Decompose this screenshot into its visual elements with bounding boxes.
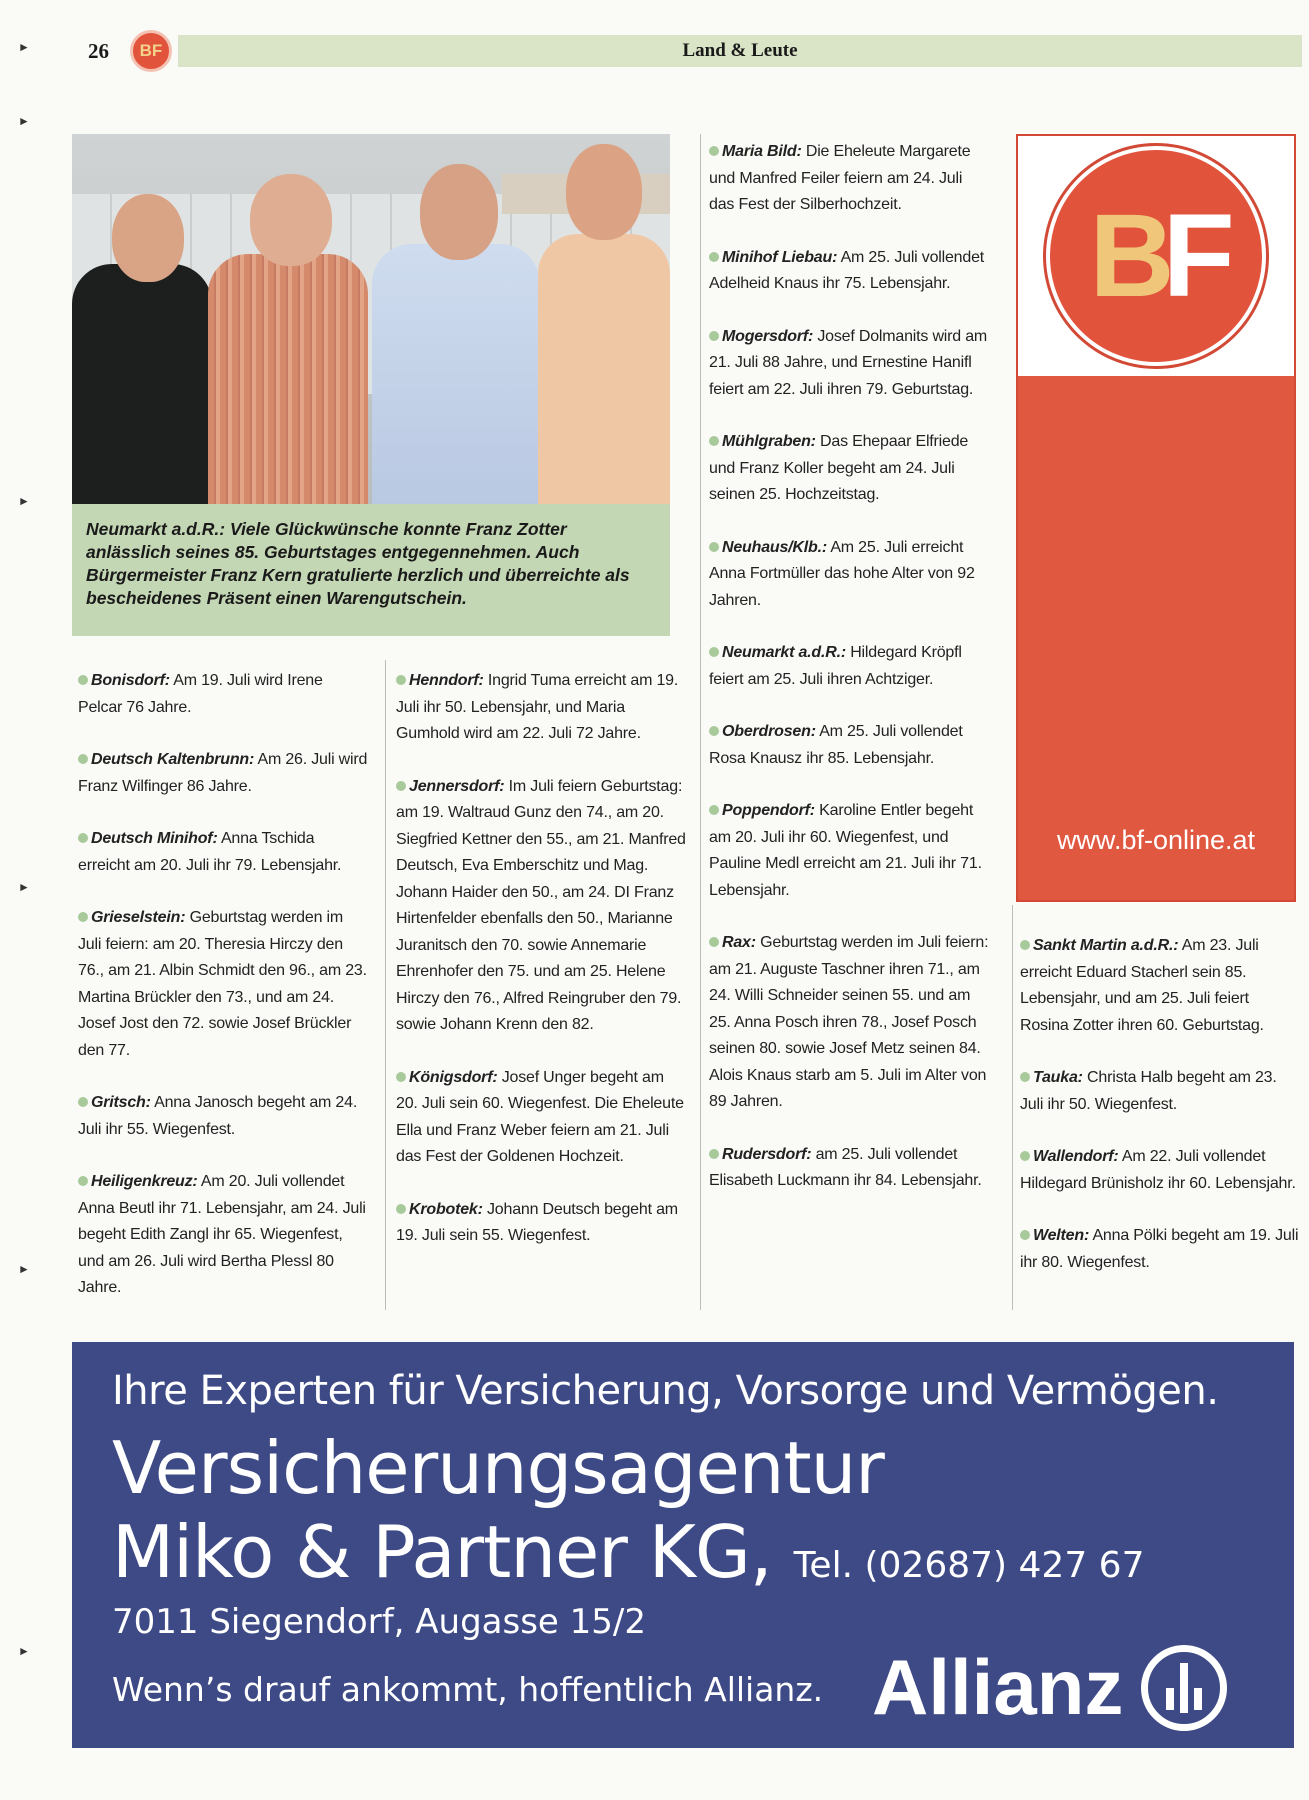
birthday-entry	[709, 1142, 989, 1195]
entry-text: Am 19. Juli wird Irene Pelcar 76 Jahre.	[78, 672, 323, 716]
entry-text: Anna Tschida erreicht am 20. Juli ihr 79. Lebensjahr.	[78, 830, 342, 874]
entry-text: Ingrid Tuma erreicht am 19. Juli ihr 50. Lebensjahr, und Maria Gumhold wird am 22. Juli 72 Jahre.	[396, 672, 679, 742]
birthday-entry	[709, 535, 989, 615]
place-name: Deutsch Minihof:	[91, 830, 218, 847]
entry-text: Josef Unger begeht am 20. Juli sein 60. Wiegenfest. Die Eheleute Ella und Franz Weber feiern am 21. Juli das Fest der Goldenen Hochzeit.	[396, 1068, 684, 1165]
entry-text: Christa Halb begeht am 23. Juli ihr 50. Wiegenfest.	[1020, 1069, 1277, 1113]
birthday-entry	[709, 640, 989, 693]
column-divider	[385, 660, 386, 1310]
entry-text: Am 25. Juli vollendet Rosa Knausz ihr 85. Lebensjahr.	[709, 723, 963, 767]
place-name: Oberdrosen:	[722, 723, 816, 740]
bullet-icon	[709, 146, 719, 156]
bullet-icon	[709, 937, 719, 947]
place-name: Gritsch:	[91, 1094, 151, 1111]
place-name: Königsdorf:	[409, 1068, 498, 1086]
ad-phone: Tel. (02687) 427 67	[793, 1545, 1145, 1586]
bullet-icon	[709, 542, 719, 552]
entry-text: Karoline Entler begeht am 20. Juli ihr 60. Wiegenfest, und Pauline Medl erreicht am 21. Juli ihr 71. Lebensjahr.	[709, 802, 982, 899]
place-name: Bonisdorf:	[91, 672, 170, 689]
birthday-entry	[1020, 1223, 1300, 1276]
birthday-entry	[709, 798, 989, 904]
bullet-icon	[78, 833, 88, 843]
bullet-icon	[396, 781, 406, 791]
section-bar	[178, 35, 1302, 67]
margin-mark: ►	[18, 1644, 30, 1658]
entry-text: Am 22. Juli vollendet Hildegard Brünisholz ihr 60. Lebensjahr.	[1020, 1148, 1296, 1192]
allianz-ad	[72, 1342, 1294, 1748]
birthday-entry	[78, 1090, 368, 1143]
bf-url[interactable]: www.bf-online.at	[1056, 825, 1256, 855]
place-name: Wallendorf:	[1033, 1148, 1119, 1165]
margin-mark: ►	[18, 114, 30, 128]
birthday-entry	[709, 719, 989, 772]
place-name: Deutsch Kaltenbrunn:	[91, 751, 255, 768]
column-4	[1020, 933, 1300, 1302]
bullet-icon	[78, 1097, 88, 1107]
place-name: Sankt Martin a.d.R.:	[1033, 937, 1179, 954]
entry-text: Am 26. Juli wird Franz Wilfinger 86 Jahre.	[78, 751, 368, 795]
place-name: Jennersdorf:	[409, 777, 505, 795]
birthday-entry	[396, 1065, 686, 1171]
bullet-icon	[396, 1072, 406, 1082]
birthday-entry	[1020, 1144, 1300, 1197]
bf-logo-icon	[1046, 146, 1266, 366]
page-header	[72, 34, 1302, 68]
photo-person	[208, 174, 368, 504]
bf-logo-panel	[1018, 136, 1294, 376]
birthday-entry	[709, 324, 989, 404]
bullet-icon	[1020, 1230, 1030, 1240]
bullet-icon	[709, 805, 719, 815]
entry-text: Am 20. Juli vollendet Anna Beutl ihr 71. Lebensjahr, am 24. Juli begeht Edith Zangl ihr 65. Wiegenfest, und am 26. Juli wird Bertha Plessl 80 Jahre.	[78, 1173, 366, 1296]
place-name: Minihof Liebau:	[722, 248, 838, 266]
place-name: Henndorf:	[409, 672, 484, 689]
birthday-entry	[1020, 933, 1300, 1039]
birthday-entry	[1020, 1065, 1300, 1118]
place-name: Rax:	[722, 934, 756, 951]
bullet-icon	[709, 436, 719, 446]
entry-text: Josef Dolmanits wird am 21. Juli 88 Jahre, und Ernestine Hanifl feiert am 22. Juli ihren 79. Geburtstag.	[709, 327, 988, 398]
place-name: Neuhaus/Klb.:	[722, 538, 827, 556]
birthday-entry	[709, 139, 989, 219]
birthday-entry	[709, 930, 989, 1116]
allianz-wordmark: Allianz	[872, 1643, 1124, 1731]
ad-address: 7011 Siegendorf, Augasse 15/2	[112, 1602, 647, 1642]
bf-online-ad	[1016, 134, 1296, 902]
place-name: Mühlgraben:	[722, 433, 816, 450]
page-number: 26	[88, 38, 109, 63]
bullet-icon	[709, 726, 719, 736]
bullet-icon	[78, 754, 88, 764]
ad-tagline: Ihre Experten für Versicherung, Vorsorge und Vermögen.	[112, 1368, 1219, 1414]
bullet-icon	[1020, 1151, 1030, 1161]
entry-text: Hildegard Kröpfl feiert am 25. Juli ihren Achtziger.	[709, 644, 962, 688]
bullet-icon	[78, 1176, 88, 1186]
birthday-entry	[709, 245, 989, 298]
photo-person	[538, 144, 670, 504]
margin-mark: ►	[18, 880, 30, 894]
birthday-entry	[396, 668, 686, 748]
bf-badge-icon: BF	[130, 30, 172, 72]
birthday-entry	[78, 905, 368, 1064]
photo-person	[72, 194, 212, 504]
birthday-entry	[78, 1169, 368, 1302]
birthday-entry	[78, 668, 368, 721]
column-divider	[700, 134, 701, 1310]
ad-agency-name: Versicherungsagentur	[112, 1426, 884, 1510]
entry-text: Das Ehepaar Elfriede und Franz Koller begeht am 24. Juli seinen 25. Hochzeitstag.	[709, 433, 969, 503]
entry-text: Am 25. Juli vollendet Adelheid Knaus ihr 75. Lebensjahr.	[709, 248, 985, 292]
entry-text: Am 23. Juli erreicht Eduard Stacherl sein 85. Lebensjahr, und am 25. Juli feiert Rosina Zotter ihren 60. Geburtstag.	[1020, 937, 1264, 1034]
birthday-entry	[396, 774, 686, 1039]
birthday-entry	[396, 1197, 686, 1250]
photo-person	[372, 164, 540, 504]
column-divider	[1012, 905, 1013, 1310]
entry-text: Anna Janosch begeht am 24. Juli ihr 55. Wiegenfest.	[78, 1094, 358, 1138]
margin-mark: ►	[18, 40, 30, 54]
bullet-icon	[1020, 1072, 1030, 1082]
column-2	[396, 668, 686, 1276]
place-name: Mogersdorf:	[722, 327, 814, 345]
place-name: Krobotek:	[409, 1200, 483, 1218]
bf-logo-b: B	[1089, 190, 1163, 322]
ad-company-name	[112, 1510, 1145, 1594]
entry-text: Johann Deutsch begeht am 19. Juli sein 55. Wiegenfest.	[396, 1200, 678, 1244]
photo-caption: Neumarkt a.d.R.: Viele Glückwünsche konnte Franz Zotter anlässlich seines 85. Geburtstages entgegennehmen. Auch Bürgermeister Franz Kern gratulierte herzlich und überreichte als bescheidenes Präsent einen Warengutschein.	[72, 504, 670, 636]
margin-mark: ►	[18, 1262, 30, 1276]
birthday-entry	[78, 747, 368, 800]
bullet-icon	[78, 675, 88, 685]
margin-mark: ►	[18, 494, 30, 508]
place-name: Rudersdorf:	[722, 1145, 812, 1163]
bullet-icon	[396, 675, 406, 685]
bullet-icon	[709, 1149, 719, 1159]
place-name: Maria Bild:	[722, 143, 802, 160]
entry-text: Die Eheleute Margarete und Manfred Feiler feiern am 24. Juli das Fest der Silberhochzeit.	[709, 143, 971, 213]
birthday-entry	[78, 826, 368, 879]
column-1	[78, 668, 368, 1328]
place-name: Neumarkt a.d.R.:	[722, 644, 846, 661]
bullet-icon	[709, 252, 719, 262]
ad-company-line: Miko & Partner KG,	[112, 1510, 772, 1594]
group-photo	[72, 134, 670, 504]
entry-text: Am 25. Juli erreicht Anna Fortmüller das hohe Alter von 92 Jahren.	[709, 538, 975, 609]
entry-text: Im Juli feiern Geburtstag: am 19. Waltraud Gunz den 74., am 20. Siegfried Kettner den 55., am 21. Manfred Deutsch, Eva Emberschitz und Mag. Johann Haider den 50., am 24. DI Franz Hirtenfelder ebenfalls den 50., Marianne Juranitsch den 70. sowie Annemarie Ehrenhofer den 75. und am 25. Helene Hirczy den 76., Alfred Reingruber den 79. sowie Johann Krenn den 82.	[396, 777, 686, 1033]
bullet-icon	[709, 331, 719, 341]
place-name: Heiligenkreuz:	[91, 1173, 198, 1190]
entry-text: am 25. Juli vollendet Elisabeth Luckmann ihr 84. Lebensjahr.	[709, 1145, 982, 1189]
ad-slogan: Wenn’s drauf ankommt, hoffentlich Allianz.	[112, 1670, 824, 1709]
birthday-entry	[709, 429, 989, 509]
bullet-icon	[78, 912, 88, 922]
bullet-icon	[1020, 940, 1030, 950]
place-name: Tauka:	[1033, 1069, 1083, 1086]
entry-text: Geburtstag werden im Juli feiern: am 21. Auguste Taschner ihren 71., am 24. Willi Schneider seinen 55. und am 25. Anna Posch ihren 78., Josef Posch seinen 80. sowie Josef Metz seinen 84. Alois Knaus starb am 5. Juli im Alter von 89 Jahren.	[709, 934, 989, 1110]
entry-text: Anna Pölki begeht am 19. Juli ihr 80. Wiegenfest.	[1020, 1227, 1299, 1271]
allianz-logo-icon	[1141, 1645, 1227, 1731]
entry-text: Geburtstag werden im Juli feiern: am 20. Theresia Hirczy den 76., am 21. Albin Schmidt den 96., am 23. Martina Brückler den 73., und am 24. Josef Jost den 72. sowie Josef Brückler den 77.	[78, 909, 367, 1059]
bf-logo-f: F	[1162, 190, 1223, 322]
place-name: Welten:	[1033, 1227, 1090, 1244]
section-title: Land & Leute	[682, 40, 798, 61]
column-3	[709, 139, 989, 1221]
bullet-icon	[709, 647, 719, 657]
place-name: Poppendorf:	[722, 802, 815, 819]
place-name: Grieselstein:	[91, 909, 186, 926]
allianz-brand	[872, 1642, 1227, 1733]
bullet-icon	[396, 1204, 406, 1214]
